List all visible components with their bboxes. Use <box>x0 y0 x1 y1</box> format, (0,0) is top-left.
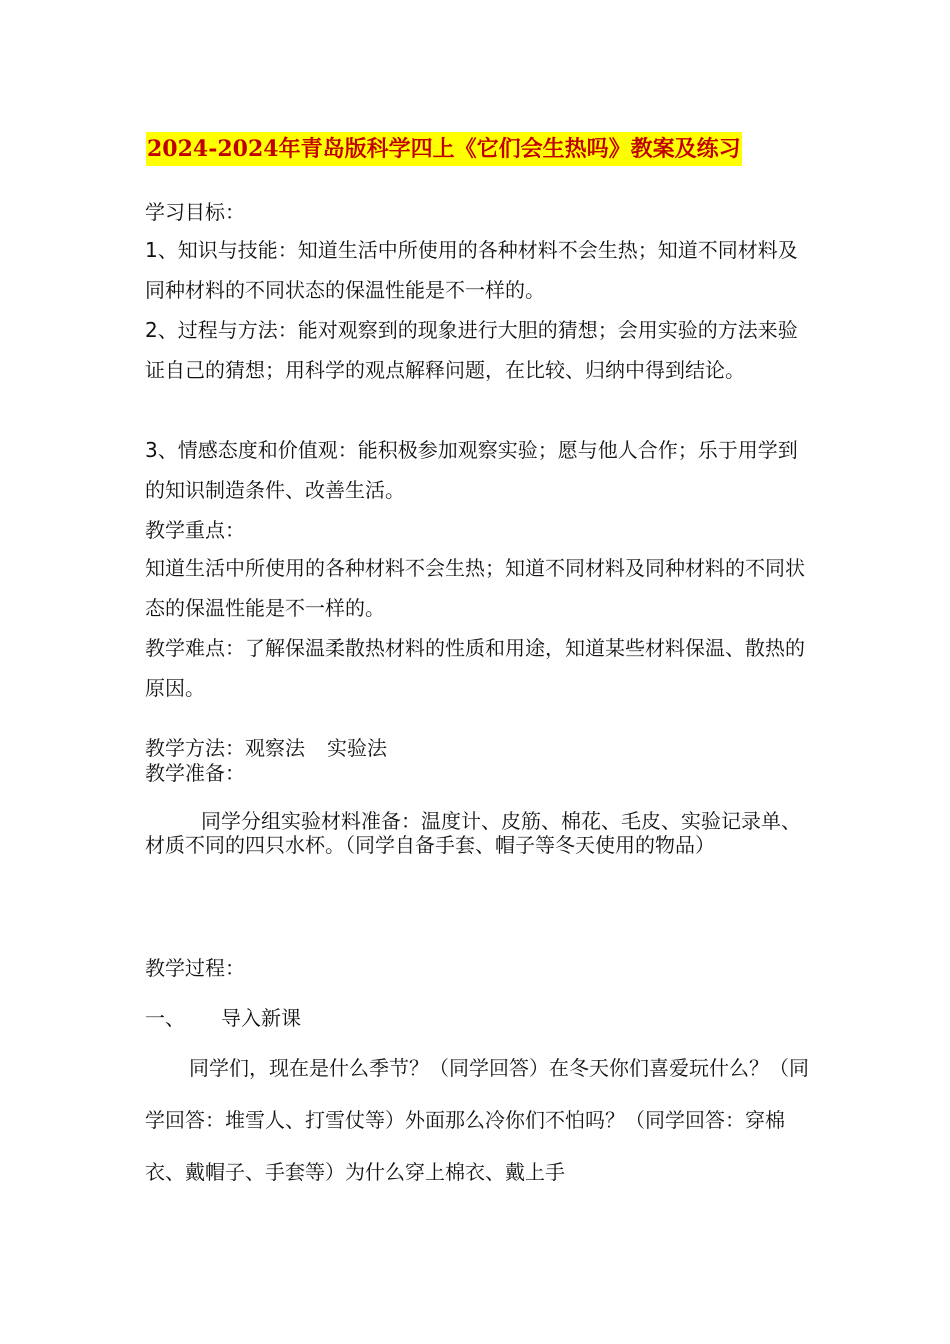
key-points-heading: 教学重点： <box>145 518 245 542</box>
objective-knowledge: 1、知识与技能：知道生活中所使用的各种材料不会生热；知道不同材料及同种材料的不同状态的保温性能是不一样的。 <box>145 238 798 302</box>
section1-title: 导入新课 <box>221 1006 301 1030</box>
method-line <box>145 736 810 760</box>
key-points-text: 知道生活中所使用的各种材料不会生热；知道不同材料及同种材料的不同状态的保温性能是不一样的。 <box>145 556 805 620</box>
objective-attitude: 3、情感态度和价值观：能积极参加观察实验；愿与他人合作；乐于用学到的知识制造条件、改善生活。 <box>145 438 798 502</box>
preparation-text: 同学分组实验材料准备：温度计、皮筋、棉花、毛皮、实验记录单、材质不同的四只水杯。（同学自备手套、帽子等冬天使用的物品） <box>145 809 801 857</box>
objectives-heading: 学习目标： <box>145 200 245 224</box>
objective-process: 2、过程与方法：能对观察到的现象进行大胆的猜想；会用实验的方法来验证自己的猜想；用科学的观点解释问题，在比较、归纳中得到结论。 <box>145 318 798 382</box>
preparation-heading: 教学准备： <box>145 761 245 785</box>
method-label: 教学方法：观察法 <box>145 736 305 760</box>
process-heading: 教学过程： <box>145 956 245 980</box>
difficulty-text: 教学难点：了解保温柔散热材料的性质和用途，知道某些材料保温、散热的原因。 <box>145 636 805 700</box>
section1-paragraph: 同学们，现在是什么季节？（同学回答）在冬天你们喜爱玩什么？（同学回答：堆雪人、打雪仗等）外面那么冷你们不怕吗？（同学回答：穿棉衣、戴帽子、手套等）为什么穿上棉衣、戴上手 <box>145 1056 809 1184</box>
section1-number: 一、 <box>145 1006 185 1030</box>
document-title: 2024-2024年青岛版科学四上《它们会生热吗》教案及练习 <box>146 132 742 166</box>
method-second: 实验法 <box>327 736 387 760</box>
section1-heading <box>145 998 810 1038</box>
